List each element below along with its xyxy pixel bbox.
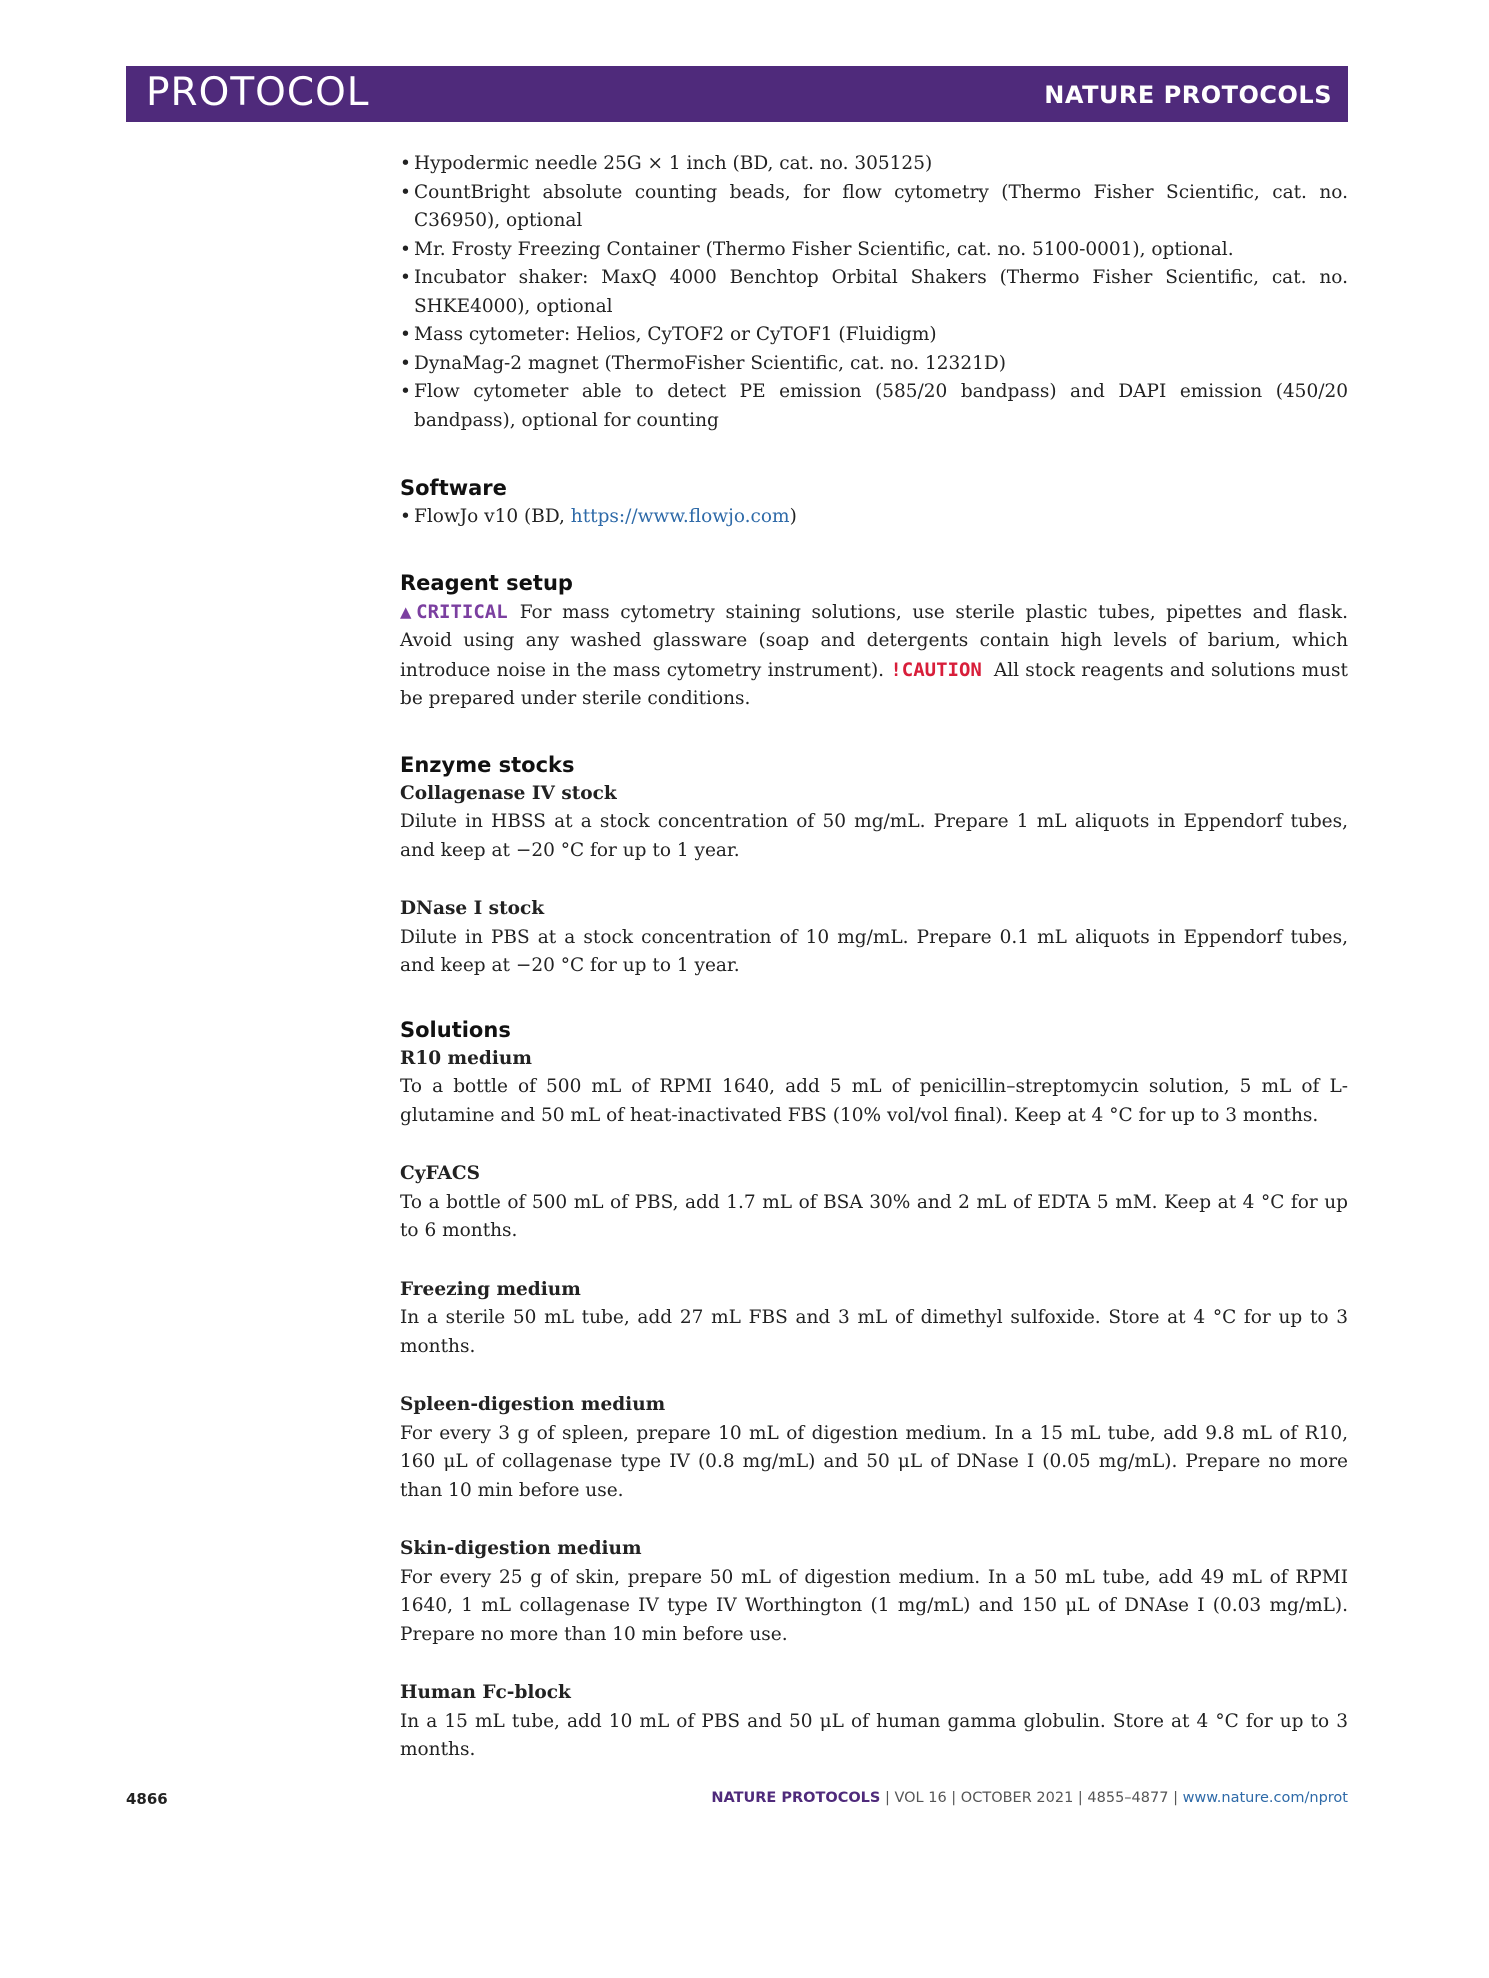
list-item: • CountBright absolute counting beads, for flow cytometry (Thermo Fisher Scientific, cat. no. C36950), optional <box>400 179 1348 236</box>
fcblock-text: In a 15 mL tube, add 10 mL of PBS and 50 μL of human gamma globulin. Store at 4 °C for up to 3 months. <box>400 1710 1348 1760</box>
header-bar <box>126 66 1348 122</box>
software-list <box>400 503 1348 532</box>
spleen-text: For every 3 g of spleen, prepare 10 mL of digestion medium. In a 15 mL tube, add 9.8 mL of R10, 160 μL of collagenase type IV (0.8 mg/mL) and 50 μL of DNase I (0.05 mg/mL). Prepare no more than 10 min before use. <box>400 1422 1348 1501</box>
skin-text: For every 25 g of skin, prepare 50 mL of digestion medium. In a 50 mL tube, add 49 mL of RPMI 1640, 1 mL collagenase IV type IV Worthington (1 mg/mL) and 150 μL of DNAse I (0.03 mg/mL). Prepare no more than 10 min before use. <box>400 1566 1348 1645</box>
spleen-title: Spleen-digestion medium <box>400 1394 666 1415</box>
dnase-text: Dilute in PBS at a stock concentration of 10 mg/mL. Prepare 0.1 mL aliquots in Eppendorf tubes, and keep at −20 °C for up to 1 year. <box>400 926 1348 976</box>
list-item: • Hypodermic needle 25G × 1 inch (BD, cat. no. 305125) <box>400 150 1348 179</box>
list-item: • Incubator shaker: MaxQ 4000 Benchtop Orbital Shakers (Thermo Fisher Scientific, cat. no. SHKE4000), optional <box>400 264 1348 321</box>
list-item: • Mass cytometer: Helios, CyTOF2 or CyTOF1 (Fluidigm) <box>400 321 1348 350</box>
collagenase-title: Collagenase IV stock <box>400 782 617 804</box>
reagent-setup-paragraph <box>400 598 1348 714</box>
solutions-heading: Solutions <box>400 1017 511 1042</box>
software-heading: Software <box>400 476 507 500</box>
critical-label: ▲CRITICAL <box>400 600 508 623</box>
flowjo-link[interactable]: https://www.flowjo.com <box>570 506 790 527</box>
reagent-setup-heading: Reagent setup <box>400 570 573 595</box>
caution-text: All stock reagents and solutions must be prepared under sterile conditions. <box>400 659 1348 709</box>
list-item: • DynaMag-2 magnet (ThermoFisher Scientific, cat. no. 12321D) <box>400 350 1348 379</box>
equipment-list <box>400 150 1348 435</box>
cyfacs-title: CyFACS <box>400 1163 480 1184</box>
skin-title: Skin-digestion medium <box>400 1538 642 1559</box>
header-journal-name: NATURE PROTOCOLS <box>1044 81 1332 109</box>
footer-citation <box>711 1790 1348 1806</box>
freezing-title: Freezing medium <box>400 1278 581 1300</box>
software-item-text: FlowJo v10 (BD, <box>414 506 571 527</box>
collagenase-text: Dilute in HBSS at a stock concentration of 50 mg/mL. Prepare 1 mL aliquots in Eppendorf tubes, and keep at −20 °C for up to 1 year. <box>400 811 1348 861</box>
software-item-suffix: ) <box>789 506 797 527</box>
critical-text: For mass cytometry staining solutions, use sterile plastic tubes, pipettes and flask. Avoid using any washed glassware (soap and detergents contain high levels of barium, which introduce noise in the mass cytometry instrument). <box>400 601 1348 681</box>
r10-title: R10 medium <box>400 1047 532 1069</box>
main-content <box>400 150 1348 1765</box>
footer-url-link[interactable]: www.nature.com/nprot <box>1182 1790 1348 1806</box>
header-section-label: PROTOCOL <box>146 70 370 115</box>
cyfacs-text: To a bottle of 500 mL of PBS, add 1.7 mL of BSA 30% and 2 mL of EDTA 5 mM. Keep at 4 °C for up to 6 months. <box>400 1191 1348 1241</box>
page-number: 4866 <box>126 1790 168 1808</box>
list-item <box>400 503 1348 532</box>
fcblock-title: Human Fc-block <box>400 1682 571 1703</box>
dnase-title: DNase I stock <box>400 898 545 919</box>
list-item: • Mr. Frosty Freezing Container (Thermo Fisher Scientific, cat. no. 5100-0001), optional. <box>400 236 1348 265</box>
enzyme-stocks-heading: Enzyme stocks <box>400 752 575 777</box>
list-item: • Flow cytometer able to detect PE emission (585/20 bandpass) and DAPI emission (450/20 bandpass), optional for counting <box>400 378 1348 435</box>
r10-text: To a bottle of 500 mL of RPMI 1640, add 5 mL of penicillin–streptomycin solution, 5 mL of L-glutamine and 50 mL of heat-inactivated FBS (10% vol/vol final). Keep at 4 °C for up to 3 months. <box>400 1076 1348 1126</box>
footer-volume-info: | VOL 16 | OCTOBER 2021 | 4855–4877 | <box>880 1790 1183 1806</box>
footer-journal: NATURE PROTOCOLS <box>711 1790 881 1806</box>
freezing-text: In a sterile 50 mL tube, add 27 mL FBS and 3 mL of dimethyl sulfoxide. Store at 4 °C for up to 3 months. <box>400 1307 1348 1357</box>
caution-label: !CAUTION <box>890 658 982 681</box>
